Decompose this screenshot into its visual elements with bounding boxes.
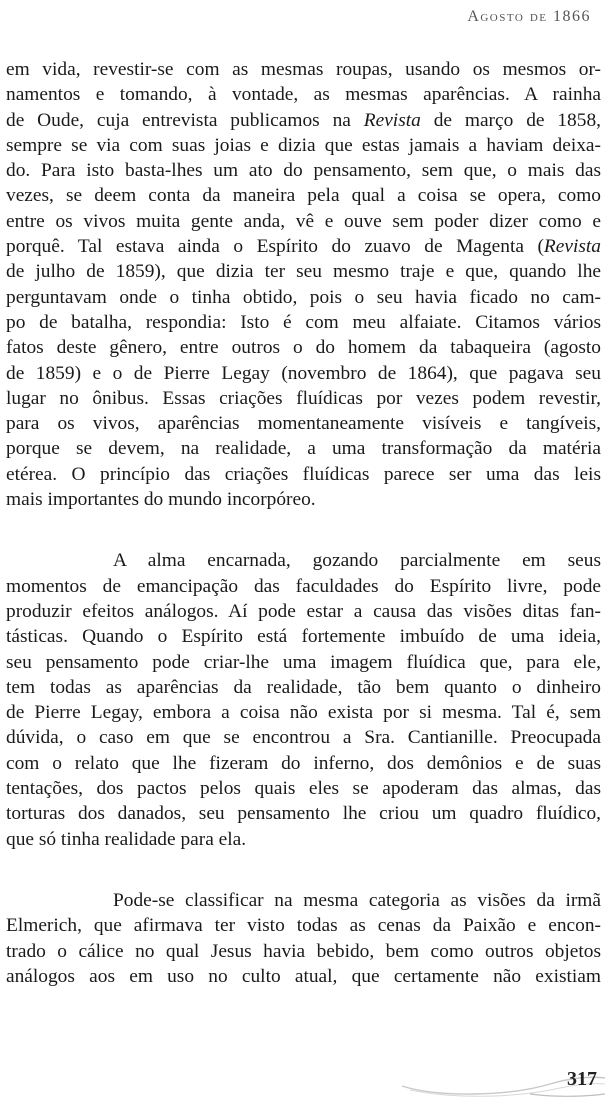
paragraph-gap [6, 852, 601, 888]
text-line: lugar no ônibus. Essas criações fluídicas por vezes podem revestir, [6, 387, 601, 409]
text-line: que só tinha realidade para ela. [6, 828, 247, 850]
text-line: Pode-se classificar na mesma categoria as visões da irmã [113, 889, 601, 911]
text-line: namentos e tomando, à vontade, as mesmas aparências. A rainha [6, 84, 601, 106]
paragraph-1 [6, 57, 601, 512]
text-line: A alma encarnada, gozando parcialmente em seus [113, 550, 601, 572]
text-line: momentos de emancipação das faculdades do Espírito livre, pode [6, 575, 601, 597]
text-line: de julho de 1859), que dizia ter seu mesmo traje e que, quando lhe [6, 261, 601, 283]
text-line: etérea. O princípio das criações fluídicas parece ser uma das leis [6, 463, 601, 485]
text-segment: de Oude, cuja entrevista publicamos na [6, 109, 364, 131]
text-line: produzir efeitos análogos. Aí pode estar a causa das visões ditas fan- [6, 600, 601, 622]
text-line: tásticas. Quando o Espírito está fortemente imbuído de uma ideia, [6, 626, 601, 648]
text-line: Elmerich, que afirmava ter visto todas as cenas da Paixão e encon- [6, 915, 601, 937]
text-line [6, 108, 601, 133]
text-line: po de batalha, respondia: Isto é com meu alfaiate. Citamos vários [6, 311, 601, 333]
italic-title: Revista [363, 109, 421, 131]
text-line: torturas dos danados, seu pensamento lhe criou um quadro fluídico, [6, 803, 601, 825]
text-line: de 1859) e o de Pierre Legay (novembro de 1864), que pagava seu [6, 362, 601, 384]
text-line: mais importantes do mundo incorpóreo. [6, 489, 316, 511]
page-number: 317 [567, 1068, 597, 1090]
text-line: para os vivos, aparências momentaneamente visíveis e tangíveis, [6, 413, 601, 435]
text-line: tentações, dos pactos pelos quais eles se apoderam das almas, das [6, 778, 601, 800]
text-line: entre os vivos muita gente anda, vê e ouve sem poder dizer como e [6, 210, 601, 232]
text-line: perguntavam onde o tinha obtido, pois o seu havia ficado no cam- [6, 286, 601, 308]
text-segment: de março de 1858, [420, 109, 601, 131]
paragraph-gap [6, 512, 601, 548]
text-line: com o relato que lhe fizeram do inferno, dos demônios e de suas [6, 752, 601, 774]
page-body [6, 57, 601, 989]
text-line: tem todas as aparências da realidade, tão bem quanto o dinheiro [6, 676, 601, 698]
paragraph-2 [6, 548, 601, 852]
text-line: fatos deste gênero, entre outros o do homem da tabaqueira (agosto [6, 337, 601, 359]
running-header: Agosto de 1866 [467, 8, 591, 25]
text-line: sempre se via com suas joias e dizia que estas jamais a haviam deixa- [6, 134, 601, 156]
text-line: porque se devem, na realidade, a uma transformação da matéria [6, 438, 601, 460]
text-line: análogos aos em uso no culto atual, que certamente não existiam [6, 965, 601, 987]
text-line: dúvida, o caso em que se encontrou a Sra. Cantianille. Preocupada [6, 727, 601, 749]
paragraph-3 [6, 888, 601, 989]
text-line: seu pensamento pode criar-lhe uma imagem fluídica que, para ele, [6, 651, 601, 673]
text-line: vezes, se deem conta da maneira pela qual a coisa se opera, como [6, 185, 601, 207]
text-line: trado o cálice no qual Jesus havia bebido, bem como outros objetos [6, 940, 601, 962]
text-segment: porquê. Tal estava ainda o Espírito do zuavo de Magenta ( [6, 236, 544, 258]
page-footer [400, 1064, 607, 1101]
text-line: em vida, revestir-se com as mesmas roupas, usando os mesmos or- [6, 59, 601, 80]
text-line: de Pierre Legay, embora a coisa não exista por si mesma. Tal é, sem [6, 702, 601, 724]
text-line [6, 234, 601, 259]
text-line: do. Para isto basta-lhes um ato do pensamento, sem que, o mais das [6, 160, 601, 182]
italic-title: Revista [543, 236, 601, 258]
